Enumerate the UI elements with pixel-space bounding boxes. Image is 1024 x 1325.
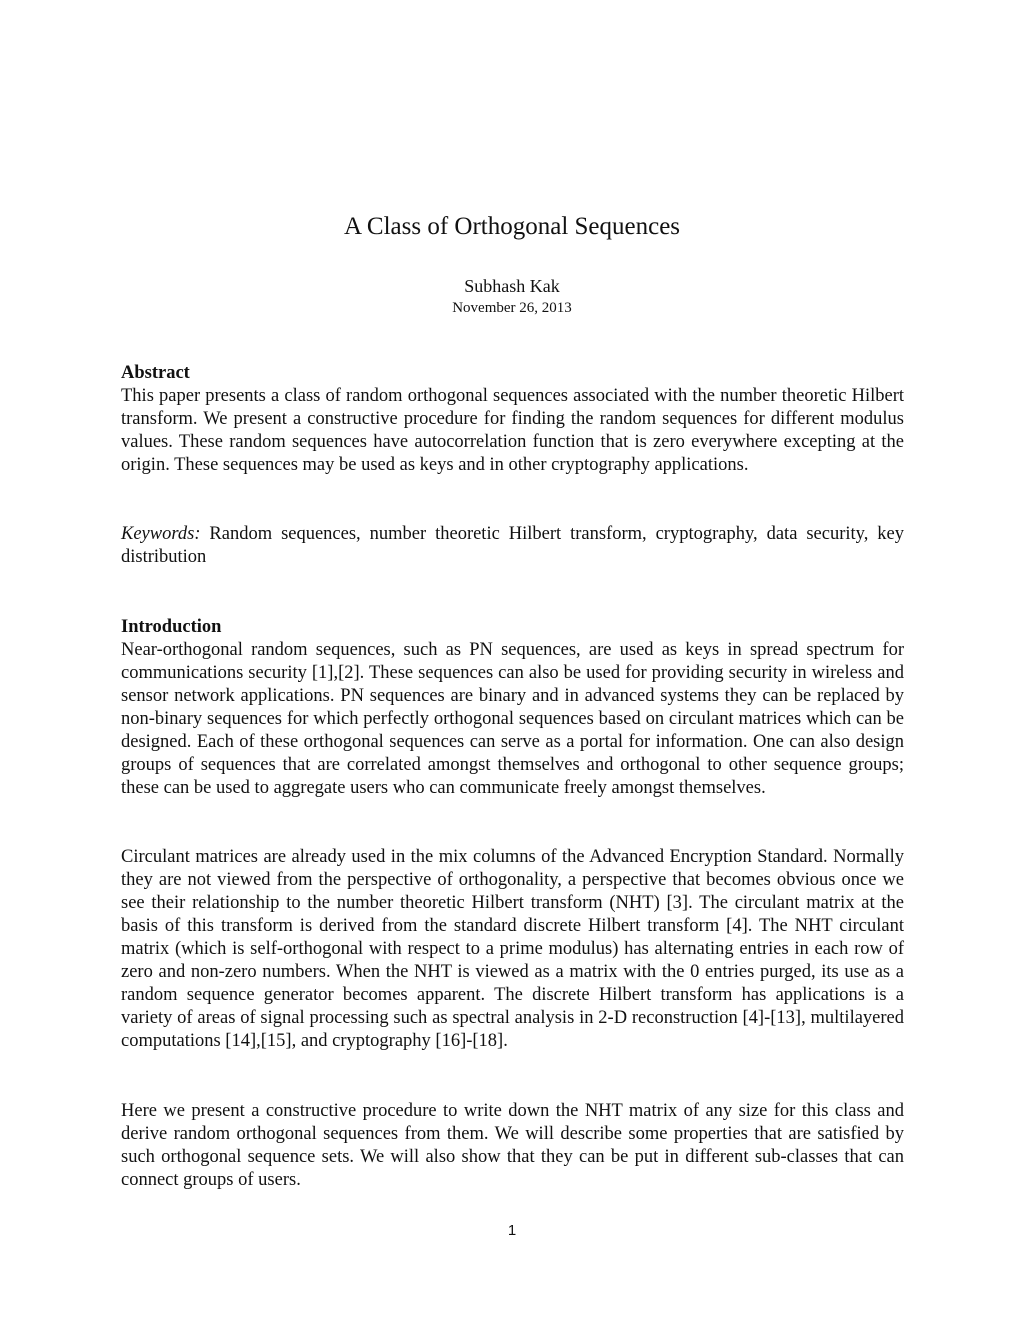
abstract-text: This paper presents a class of random orthogonal sequences associated with the number theoretic Hilbert transform. We present a constructive procedure for finding the random sequences for different modulus values. These random sequences have autocorrelation function that is zero everywhere excepting at the origin. These sequences may be used as keys and in other cryptography applications. [121,386,904,475]
introduction-paragraph-3: Here we present a constructive procedure to write down the NHT matrix of any size for this class and derive random orthogonal sequences from them. We will describe some properties that are satisfied by such orthogonal sequence sets. We will also show that they can be put in different sub-classes that can connect groups of users. [121,1101,904,1190]
keywords-text: Random sequences, number theoretic Hilbert transform, cryptography, data security, key distribution [121,524,904,567]
page-number: 1 [507,1222,517,1239]
paper-date: November 26, 2013 [452,300,572,316]
keywords-paragraph [121,523,904,569]
introduction-section [121,616,904,800]
introduction-paragraph-1: Near-orthogonal random sequences, such as PN sequences, are used as keys in spread spectrum for communications security [1],[2]. These sequences can also be used for providing security in wireless and sensor network applications. PN sequences are binary and in advanced systems they can be replaced by non-binary sequences for which perfectly orthogonal sequences based on circulant matrices which can be designed. Each of these orthogonal sequences can serve as a portal for information. One can also design groups of sequences that are correlated amongst themselves and orthogonal to other sequence groups; these can be used to aggregate users who can communicate freely amongst themselves. [121,640,904,798]
paper-author: Subhash Kak [464,276,560,296]
paper-title: A Class of Orthogonal Sequences [343,213,681,240]
abstract-section [121,362,904,477]
introduction-paragraph-3-block [121,1100,904,1192]
keywords-section [121,523,904,569]
keywords-label: Keywords: [121,524,201,544]
introduction-heading: Introduction [121,617,222,637]
introduction-paragraph-2: Circulant matrices are already used in the mix columns of the Advanced Encryption Standard. Normally they are not viewed from the perspective of orthogonality, a perspective that becomes obvious once we see their relationship to the number theoretic Hilbert transform (NHT) [3]. The circulant matrix at the basis of this transform is derived from the standard discrete Hilbert transform [4]. The NHT circulant matrix (which is self-orthogonal with respect to a prime modulus) has alternating entries in each row of zero and non-zero numbers. When the NHT is viewed as a matrix with the 0 entries purged, its use as a random sequence generator becomes apparent. The discrete Hilbert transform has applications is a variety of areas of signal processing such as spectral analysis in 2-D reconstruction [4]-[13], multilayered computations [14],[15], and cryptography [16]-[18]. [121,847,904,1051]
introduction-paragraph-2-block [121,846,904,1053]
abstract-heading: Abstract [121,363,190,383]
